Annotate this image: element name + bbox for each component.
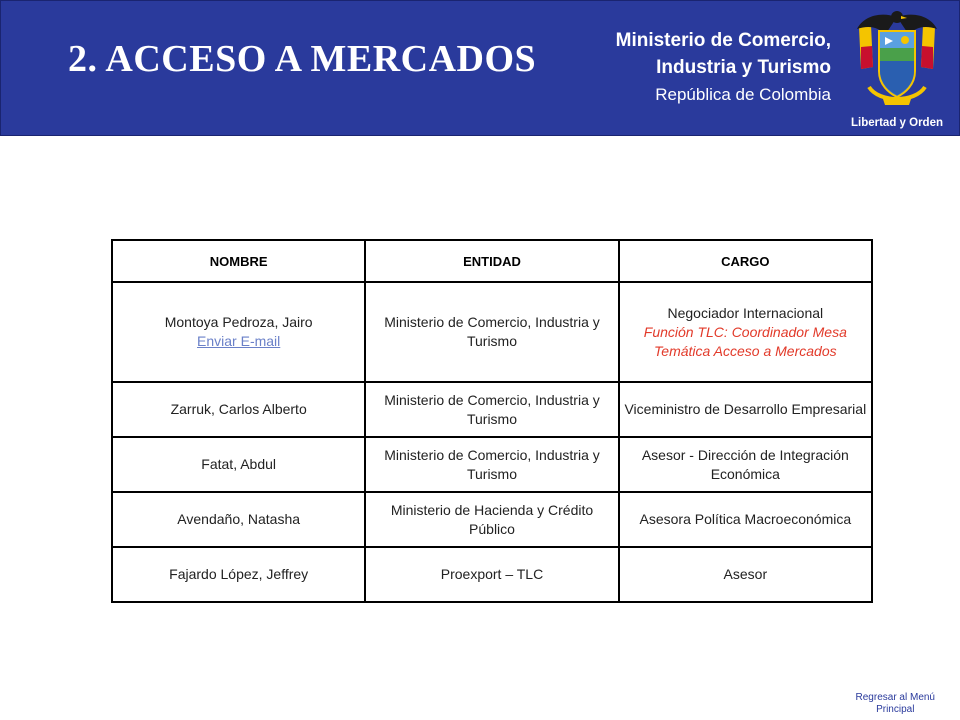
coat-of-arms-logo (849, 7, 945, 129)
cell-nombre: Fatat, Abdul (112, 437, 365, 492)
header-banner (0, 0, 960, 136)
back-line-2: Principal (876, 704, 915, 715)
ministry-line-3: República de Colombia (655, 85, 831, 104)
table-row (112, 382, 872, 437)
column-header-entidad: ENTIDAD (365, 240, 618, 282)
cell-entidad: Proexport – TLC (365, 547, 618, 602)
back-to-menu-link[interactable] (856, 692, 935, 716)
person-name: Montoya Pedroza, Jairo (164, 314, 313, 330)
cell-nombre: Avendaño, Natasha (112, 492, 365, 547)
cell-entidad: Ministerio de Comercio, Industria y Turismo (365, 282, 618, 382)
table-row (112, 492, 872, 547)
cargo-note: Función TLC: Coordinador Mesa Temática Acceso a Mercados (643, 323, 847, 359)
column-header-cargo: CARGO (619, 240, 872, 282)
cargo-title: Negociador Internacional (667, 304, 824, 321)
cell-nombre (112, 282, 365, 382)
table-row (112, 437, 872, 492)
ministry-line-2: Industria y Turismo (656, 57, 831, 78)
ministry-line-1: Ministerio de Comercio, (615, 30, 831, 51)
back-line-1: Regresar al Menú (855, 692, 935, 703)
cell-cargo (619, 282, 872, 382)
cell-entidad: Ministerio de Hacienda y Crédito Público (365, 492, 618, 547)
motto-text: Libertad y Orden (850, 117, 944, 129)
cell-nombre: Zarruk, Carlos Alberto (112, 382, 365, 437)
ministry-block (616, 27, 831, 108)
contacts-table (111, 239, 873, 603)
condor-crest-icon (849, 7, 945, 111)
cell-cargo: Viceministro de Desarrollo Empresarial (619, 382, 872, 437)
send-email-link[interactable]: Enviar E-mail (197, 333, 281, 349)
column-header-nombre: NOMBRE (112, 240, 365, 282)
cell-entidad: Ministerio de Comercio, Industria y Turismo (365, 382, 618, 437)
page-title: 2. ACCESO A MERCADOS (68, 38, 537, 80)
table-row (112, 282, 872, 382)
cell-cargo: Asesora Política Macroeconómica (619, 492, 872, 547)
table-row (112, 547, 872, 602)
cell-cargo: Asesor - Dirección de Integración Económica (619, 437, 872, 492)
cell-nombre: Fajardo López, Jeffrey (112, 547, 365, 602)
table-header-row (112, 240, 872, 282)
cell-entidad: Ministerio de Comercio, Industria y Turismo (365, 437, 618, 492)
cell-cargo: Asesor (619, 547, 872, 602)
